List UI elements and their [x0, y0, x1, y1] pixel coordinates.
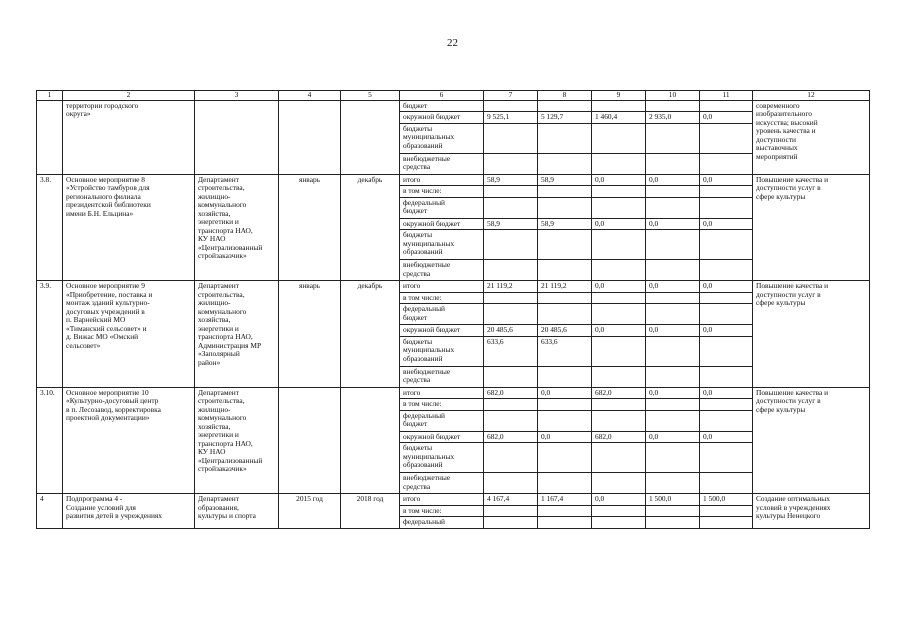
item-name-cell: Основное мероприятие 9 «Приобретение, поставка и монтаж зданий культурно- досуговых учреждений в п. Варнейский МО «Тиманский сельсовет» и д. Вижас МО «Омский сельсовет» — [63, 281, 195, 388]
amount-cell: 0,0 — [538, 387, 592, 399]
amount-cell — [592, 186, 646, 198]
amount-cell — [646, 292, 700, 304]
amount-cell — [646, 123, 700, 153]
amount-cell — [538, 153, 592, 174]
item-name-cell: территории городского округа» — [63, 100, 195, 174]
funding-source-cell: в том числе: — [400, 186, 484, 198]
column-header: 2 — [63, 91, 195, 101]
start-date-cell: 2015 год — [279, 494, 341, 529]
amount-cell — [484, 123, 538, 153]
amount-cell — [484, 304, 538, 325]
amount-cell: 0,0 — [700, 431, 753, 443]
amount-cell — [538, 100, 592, 112]
amount-cell: 1 500,0 — [700, 494, 753, 506]
end-date-cell: 2018 год — [341, 494, 400, 529]
funding-source-cell: бюджет — [400, 100, 484, 112]
table-row — [37, 100, 870, 112]
amount-cell — [484, 366, 538, 387]
amount-cell: 0,0 — [592, 218, 646, 230]
expected-result-cell: Повышение качества и доступности услуг в сфере культуры — [753, 281, 870, 388]
table-row — [37, 494, 870, 506]
column-header: 4 — [279, 91, 341, 101]
start-date-cell — [279, 100, 341, 174]
funding-source-cell: в том числе: — [400, 292, 484, 304]
column-header: 5 — [341, 91, 400, 101]
amount-cell — [700, 100, 753, 112]
amount-cell — [484, 443, 538, 473]
amount-cell — [646, 336, 700, 366]
amount-cell — [538, 399, 592, 411]
amount-cell: 682,0 — [484, 387, 538, 399]
funding-source-cell: бюджеты муниципальных образований — [400, 336, 484, 366]
amount-cell — [592, 473, 646, 494]
amount-cell — [484, 410, 538, 431]
amount-cell — [646, 443, 700, 473]
start-date-cell: январь — [279, 281, 341, 388]
funding-source-cell: в том числе: — [400, 399, 484, 411]
amount-cell: 0,0 — [592, 494, 646, 506]
amount-cell — [592, 230, 646, 260]
executor-cell: Департамент строительства, жилищно- коммунального хозяйства, энергетики и транспорта НАО, КУ НАО «Централизованный стройзаказчик» — [195, 174, 279, 281]
amount-cell: 1 460,4 — [592, 112, 646, 124]
amount-cell — [538, 366, 592, 387]
amount-cell — [646, 517, 700, 529]
column-header: 10 — [646, 91, 700, 101]
amount-cell: 682,0 — [592, 431, 646, 443]
amount-cell — [700, 186, 753, 198]
amount-cell — [484, 517, 538, 529]
amount-cell: 633,6 — [538, 336, 592, 366]
amount-cell — [592, 366, 646, 387]
amount-cell: 0,0 — [592, 174, 646, 186]
funding-source-cell: федеральный бюджет — [400, 304, 484, 325]
amount-cell: 0,0 — [646, 387, 700, 399]
item-number-cell: 3.9. — [37, 281, 63, 388]
end-date-cell: декабрь — [341, 281, 400, 388]
item-number-cell — [37, 100, 63, 174]
amount-cell — [484, 100, 538, 112]
amount-cell: 0,0 — [646, 218, 700, 230]
funding-source-cell: итого — [400, 387, 484, 399]
amount-cell — [700, 336, 753, 366]
end-date-cell — [341, 100, 400, 174]
amount-cell — [700, 123, 753, 153]
amount-cell: 20 485,6 — [484, 325, 538, 337]
amount-cell: 1 167,4 — [538, 494, 592, 506]
funding-source-cell: федеральный бюджет — [400, 197, 484, 218]
column-header: 8 — [538, 91, 592, 101]
amount-cell: 0,0 — [700, 174, 753, 186]
amount-cell — [646, 153, 700, 174]
column-header: 6 — [400, 91, 484, 101]
amount-cell: 0,0 — [538, 431, 592, 443]
table-row — [37, 387, 870, 399]
amount-cell — [538, 410, 592, 431]
amount-cell — [700, 292, 753, 304]
amount-cell — [592, 443, 646, 473]
funding-source-cell: окружной бюджет — [400, 112, 484, 124]
funding-source-cell: бюджеты муниципальных образований — [400, 123, 484, 153]
amount-cell: 58,9 — [538, 218, 592, 230]
amount-cell — [484, 505, 538, 517]
item-name-cell: Основное мероприятие 8 «Устройство тамбуров для регионального филиала президентской библиотеки имени Б.Н. Ельцина» — [63, 174, 195, 281]
amount-cell: 5 129,7 — [538, 112, 592, 124]
amount-cell: 9 525,1 — [484, 112, 538, 124]
amount-cell: 4 167,4 — [484, 494, 538, 506]
amount-cell: 1 500,0 — [646, 494, 700, 506]
expected-result-cell: Повышение качества и доступности услуг в сфере культуры — [753, 174, 870, 281]
amount-cell — [538, 443, 592, 473]
amount-cell: 0,0 — [700, 112, 753, 124]
amount-cell — [538, 473, 592, 494]
column-header: 9 — [592, 91, 646, 101]
amount-cell — [592, 505, 646, 517]
amount-cell — [592, 304, 646, 325]
amount-cell — [538, 186, 592, 198]
funding-source-cell: окружной бюджет — [400, 325, 484, 337]
amount-cell — [700, 230, 753, 260]
header-row — [37, 91, 870, 101]
funding-source-cell: федеральный — [400, 517, 484, 529]
amount-cell: 0,0 — [700, 218, 753, 230]
amount-cell — [484, 153, 538, 174]
amount-cell — [484, 186, 538, 198]
amount-cell — [592, 153, 646, 174]
amount-cell — [538, 505, 592, 517]
amount-cell: 21 119,2 — [484, 281, 538, 293]
amount-cell — [700, 473, 753, 494]
funding-source-cell: внебюджетные средства — [400, 153, 484, 174]
amount-cell: 20 485,6 — [538, 325, 592, 337]
amount-cell: 0,0 — [592, 325, 646, 337]
column-header: 7 — [484, 91, 538, 101]
table-row — [37, 281, 870, 293]
amount-cell: 0,0 — [646, 174, 700, 186]
amount-cell — [700, 304, 753, 325]
amount-cell — [484, 399, 538, 411]
amount-cell — [538, 304, 592, 325]
amount-cell — [700, 153, 753, 174]
amount-cell — [538, 517, 592, 529]
amount-cell — [592, 336, 646, 366]
amount-cell — [700, 197, 753, 218]
amount-cell — [592, 100, 646, 112]
executor-cell: Департамент образования, культуры и спорта — [195, 494, 279, 529]
amount-cell — [646, 505, 700, 517]
amount-cell — [646, 399, 700, 411]
amount-cell — [538, 230, 592, 260]
funding-source-cell: окружной бюджет — [400, 431, 484, 443]
item-name-cell: Основное мероприятие 10 «Культурно-досуговый центр в п. Лесозавод, корректировка проектной документации» — [63, 387, 195, 494]
amount-cell — [592, 123, 646, 153]
amount-cell — [646, 366, 700, 387]
item-name-cell: Подпрограмма 4 - Создание условий для развития детей в учреждениях — [63, 494, 195, 529]
amount-cell — [700, 505, 753, 517]
amount-cell: 58,9 — [484, 218, 538, 230]
expected-result-cell: современного изобразительного искусства; высокий уровень качества и доступности выставочных мероприятий — [753, 100, 870, 174]
funding-source-cell: внебюджетные средства — [400, 473, 484, 494]
executor-cell — [195, 100, 279, 174]
amount-cell: 682,0 — [592, 387, 646, 399]
amount-cell — [538, 292, 592, 304]
column-header: 12 — [753, 91, 870, 101]
funding-source-cell: итого — [400, 174, 484, 186]
column-header: 3 — [195, 91, 279, 101]
amount-cell — [538, 197, 592, 218]
amount-cell — [538, 260, 592, 281]
program-table — [36, 90, 870, 529]
page-number: 22 — [447, 37, 458, 49]
amount-cell — [592, 399, 646, 411]
amount-cell — [592, 517, 646, 529]
column-header: 1 — [37, 91, 63, 101]
end-date-cell: декабрь — [341, 174, 400, 281]
amount-cell — [484, 292, 538, 304]
executor-cell: Департамент строительства, жилищно- коммунального хозяйства, энергетики и транспорта НАО, Администрация МР «Заполярный район» — [195, 281, 279, 388]
amount-cell — [700, 410, 753, 431]
amount-cell — [484, 260, 538, 281]
amount-cell — [592, 410, 646, 431]
funding-source-cell: окружной бюджет — [400, 218, 484, 230]
funding-source-cell: внебюджетные средства — [400, 260, 484, 281]
amount-cell: 21 119,2 — [538, 281, 592, 293]
amount-cell: 0,0 — [700, 387, 753, 399]
funding-source-cell: итого — [400, 281, 484, 293]
amount-cell: 0,0 — [646, 281, 700, 293]
funding-source-cell: бюджеты муниципальных образований — [400, 230, 484, 260]
amount-cell — [646, 260, 700, 281]
column-header: 11 — [700, 91, 753, 101]
amount-cell — [700, 517, 753, 529]
item-number-cell: 3.8. — [37, 174, 63, 281]
funding-source-cell: внебюджетные средства — [400, 366, 484, 387]
start-date-cell: январь — [279, 174, 341, 281]
expected-result-cell: Создание оптимальных условий в учреждениях культуры Ненецкого — [753, 494, 870, 529]
funding-source-cell: федеральный бюджет — [400, 410, 484, 431]
amount-cell: 0,0 — [700, 325, 753, 337]
amount-cell: 0,0 — [592, 281, 646, 293]
amount-cell: 0,0 — [646, 325, 700, 337]
amount-cell: 2 935,0 — [646, 112, 700, 124]
table-row — [37, 174, 870, 186]
amount-cell: 682,0 — [484, 431, 538, 443]
amount-cell — [484, 473, 538, 494]
amount-cell: 633,6 — [484, 336, 538, 366]
amount-cell — [484, 197, 538, 218]
item-number-cell: 4 — [37, 494, 63, 529]
amount-cell: 0,0 — [646, 431, 700, 443]
amount-cell — [484, 230, 538, 260]
amount-cell — [646, 304, 700, 325]
amount-cell — [646, 186, 700, 198]
amount-cell — [592, 197, 646, 218]
amount-cell — [646, 473, 700, 494]
amount-cell — [592, 292, 646, 304]
end-date-cell — [341, 387, 400, 494]
amount-cell — [538, 123, 592, 153]
amount-cell — [700, 260, 753, 281]
funding-source-cell: бюджеты муниципальных образований — [400, 443, 484, 473]
expected-result-cell: Повышение качества и доступности услуг в сфере культуры — [753, 387, 870, 494]
amount-cell — [700, 443, 753, 473]
executor-cell: Департамент строительства, жилищно- коммунального хозяйства, энергетики и транспорта НАО, КУ НАО «Централизованный стройзаказчик» — [195, 387, 279, 494]
amount-cell — [646, 100, 700, 112]
funding-source-cell: итого — [400, 494, 484, 506]
item-number-cell: 3.10. — [37, 387, 63, 494]
amount-cell — [646, 197, 700, 218]
amount-cell — [646, 230, 700, 260]
amount-cell: 0,0 — [700, 281, 753, 293]
amount-cell — [700, 399, 753, 411]
start-date-cell — [279, 387, 341, 494]
amount-cell — [700, 366, 753, 387]
amount-cell — [646, 410, 700, 431]
funding-source-cell: в том числе: — [400, 505, 484, 517]
amount-cell — [592, 260, 646, 281]
amount-cell: 58,9 — [538, 174, 592, 186]
amount-cell: 58,9 — [484, 174, 538, 186]
